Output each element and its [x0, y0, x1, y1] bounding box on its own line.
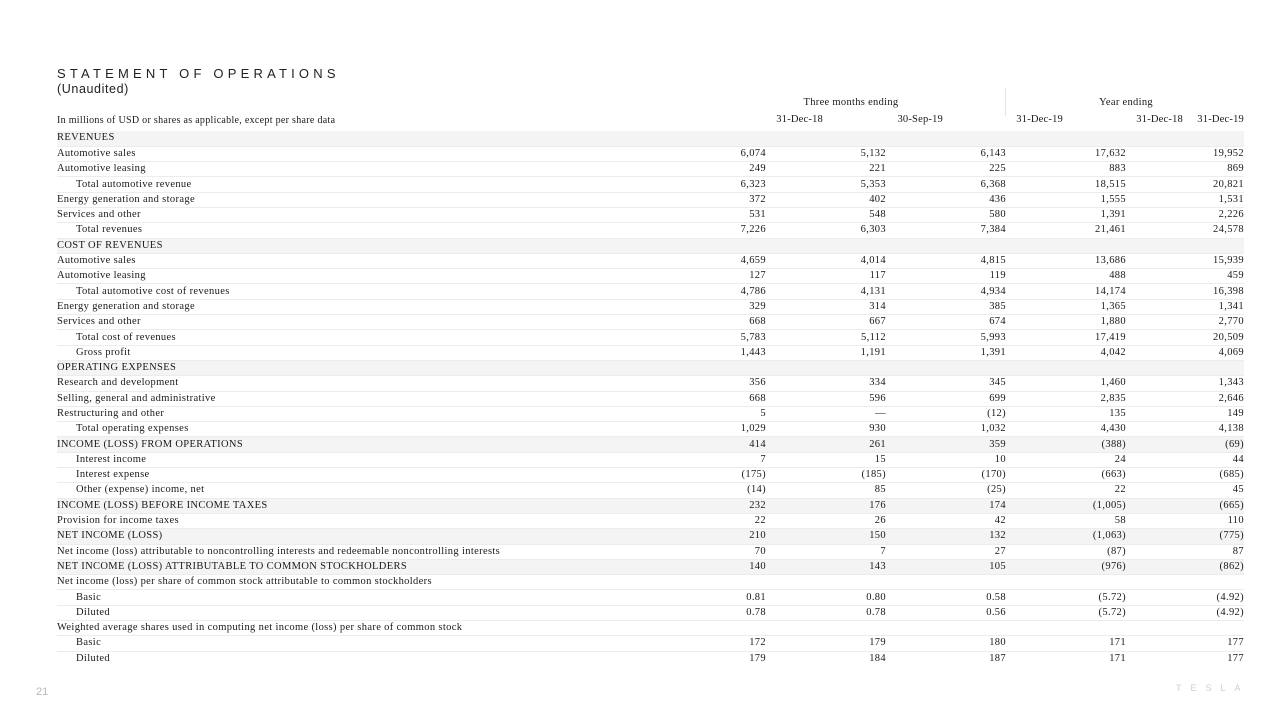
row-label: Total automotive revenue: [57, 177, 641, 192]
cell-value: 105: [886, 559, 1006, 574]
cell-value: 17,419: [1006, 330, 1126, 345]
cell-value: 667: [766, 315, 886, 330]
row-label: NET INCOME (LOSS): [57, 529, 641, 544]
page-number: 21: [36, 686, 49, 698]
cell-value: 6,323: [641, 177, 766, 192]
cell-value: 132: [886, 529, 1006, 544]
cell-value: (663): [1006, 468, 1126, 483]
row-label: Services and other: [57, 315, 641, 330]
section-row: [57, 360, 1244, 375]
cell-value: 149: [1126, 406, 1244, 421]
column-header: 31-Dec-18: [776, 114, 823, 125]
cell-value: 2,770: [1126, 315, 1244, 330]
cell-value: 1,391: [1006, 207, 1126, 222]
cell-value: 668: [641, 391, 766, 406]
row-label: Restructuring and other: [57, 406, 641, 421]
cell-value: 883: [1006, 162, 1126, 177]
cell-value: 44: [1126, 452, 1244, 467]
cell-value: 7: [766, 544, 886, 559]
column-header: 31-Dec-19: [1016, 114, 1063, 125]
cell-value: [766, 360, 886, 375]
cell-value: (4.92): [1126, 605, 1244, 620]
row-label: Selling, general and administrative: [57, 391, 641, 406]
cell-value: 171: [1109, 652, 1126, 664]
cell-value: 414: [641, 437, 766, 452]
cell-value: 42: [886, 513, 1006, 528]
table-row: [57, 345, 1244, 360]
cell-value: [886, 131, 1006, 146]
cell-value: 171: [1006, 636, 1126, 651]
cell-value: [1006, 360, 1126, 375]
page-title: STATEMENT OF OPERATIONS: [57, 66, 340, 81]
cell-value: [641, 575, 766, 590]
cell-value: 27: [886, 544, 1006, 559]
section-row: [57, 498, 1244, 513]
cell-value: 179: [749, 652, 766, 664]
cell-value: (685): [1126, 468, 1244, 483]
cell-value: 2,835: [1006, 391, 1126, 406]
cell-value: 1,391: [886, 345, 1006, 360]
cell-value: 70: [641, 544, 766, 559]
table-row: [57, 330, 1244, 345]
table-row: [57, 452, 1244, 467]
year-ending-header: Year ending: [1099, 97, 1153, 108]
cell-value: 45: [1126, 483, 1244, 498]
row-label: INCOME (LOSS) FROM OPERATIONS: [57, 437, 641, 452]
cell-value: 225: [886, 162, 1006, 177]
table-row: [57, 315, 1244, 330]
cell-value: 58: [1006, 513, 1126, 528]
row-label: Services and other: [57, 207, 641, 222]
cell-value: (976): [1006, 559, 1126, 574]
cell-value: (170): [886, 468, 1006, 483]
row-label: Total automotive cost of revenues: [57, 284, 641, 299]
cell-value: [641, 621, 766, 636]
cell-value: 174: [886, 498, 1006, 513]
cell-value: 1,555: [1006, 192, 1126, 207]
cell-value: (12): [886, 406, 1006, 421]
cell-value: 5,993: [886, 330, 1006, 345]
row-label: Gross profit: [57, 345, 641, 360]
cell-value: (862): [1126, 559, 1244, 574]
table-row: [57, 513, 1244, 528]
cell-value: 1,032: [886, 422, 1006, 437]
row-label: Automotive sales: [57, 146, 641, 161]
statement-table: [57, 131, 1244, 666]
column-header: 31-Dec-18: [1136, 114, 1183, 125]
cell-value: (775): [1126, 529, 1244, 544]
row-label: NET INCOME (LOSS) ATTRIBUTABLE TO COMMON STOCKHOLDERS: [57, 559, 641, 574]
cell-value: 531: [641, 207, 766, 222]
table-row: [57, 299, 1244, 314]
cell-value: 356: [641, 376, 766, 391]
cell-value: 110: [1126, 513, 1244, 528]
cell-value: 1,460: [1006, 376, 1126, 391]
cell-value: 869: [1126, 162, 1244, 177]
cell-value: 4,131: [766, 284, 886, 299]
cell-value: 210: [641, 529, 766, 544]
cell-value: [886, 360, 1006, 375]
cell-value: 7,384: [886, 223, 1006, 238]
cell-value: (1,063): [1006, 529, 1126, 544]
cell-value: [1006, 131, 1126, 146]
cell-value: 26: [766, 513, 886, 528]
cell-value: 5,112: [766, 330, 886, 345]
cell-value: 596: [766, 391, 886, 406]
row-label: Provision for income taxes: [57, 513, 641, 528]
table-row: [57, 207, 1244, 222]
cell-value: 87: [1126, 544, 1244, 559]
cell-value: [1126, 575, 1244, 590]
cell-value: (14): [641, 483, 766, 498]
cell-value: 4,659: [641, 253, 766, 268]
row-label: Automotive leasing: [57, 162, 641, 177]
cell-value: 15,939: [1126, 253, 1244, 268]
cell-value: 24,578: [1126, 223, 1244, 238]
table-row: [57, 376, 1244, 391]
cell-value: 24: [1006, 452, 1126, 467]
cell-value: 180: [886, 636, 1006, 651]
cell-value: 2,646: [1126, 391, 1244, 406]
column-header: 30-Sep-19: [897, 114, 943, 125]
row-label: Interest income: [57, 452, 641, 467]
cell-value: [766, 575, 886, 590]
cell-value: 5,353: [766, 177, 886, 192]
cell-value: 4,786: [641, 284, 766, 299]
cell-value: 1,029: [641, 422, 766, 437]
cell-value: 179: [766, 636, 886, 651]
table-row: [57, 177, 1244, 192]
cell-value: (1,005): [1006, 498, 1126, 513]
cell-value: (665): [1126, 498, 1244, 513]
cell-value: 0.58: [886, 590, 1006, 605]
row-label: Net income (loss) per share of common stock attributable to common stockholders: [57, 575, 641, 590]
cell-value: 2,226: [1126, 207, 1244, 222]
row-label: Total cost of revenues: [57, 330, 641, 345]
cell-value: 385: [886, 299, 1006, 314]
cell-value: [886, 238, 1006, 253]
cell-value: 6,074: [641, 146, 766, 161]
row-label: Diluted: [76, 652, 110, 664]
cell-value: 5,132: [766, 146, 886, 161]
cell-value: 15: [766, 452, 886, 467]
cell-value: [1126, 131, 1244, 146]
cell-value: (69): [1126, 437, 1244, 452]
cell-value: 314: [766, 299, 886, 314]
table-row: [57, 468, 1244, 483]
cell-value: 0.78: [766, 605, 886, 620]
row-label: Research and development: [57, 376, 641, 391]
table-row: [57, 223, 1244, 238]
row-label: Basic: [57, 636, 641, 651]
cell-value: 150: [766, 529, 886, 544]
cell-value: 1,443: [641, 345, 766, 360]
section-row: [57, 238, 1244, 253]
cell-value: 5: [641, 406, 766, 421]
cell-value: (5.72): [1006, 590, 1126, 605]
cell-value: 85: [766, 483, 886, 498]
page-subtitle: (Unaudited): [57, 82, 129, 96]
cell-value: 488: [1006, 269, 1126, 284]
cell-value: 699: [886, 391, 1006, 406]
table-row: [57, 406, 1244, 421]
row-label: Net income (loss) attributable to noncontrolling interests and redeemable noncontrolling interests: [57, 544, 641, 559]
cell-value: [641, 238, 766, 253]
cell-value: [1126, 621, 1244, 636]
table-row: [57, 284, 1244, 299]
row-label: REVENUES: [57, 131, 641, 146]
cell-value: 4,069: [1126, 345, 1244, 360]
cell-value: 21,461: [1006, 223, 1126, 238]
row-label: Total operating expenses: [57, 422, 641, 437]
cell-value: 334: [766, 376, 886, 391]
tesla-logo: TESLA: [1176, 683, 1250, 693]
row-label: Diluted: [57, 605, 641, 620]
cell-value: 436: [886, 192, 1006, 207]
cell-value: (175): [641, 468, 766, 483]
cell-value: 119: [886, 269, 1006, 284]
cell-value: 4,042: [1006, 345, 1126, 360]
cell-value: 5,783: [641, 330, 766, 345]
cell-value: [1006, 621, 1126, 636]
cell-value: 221: [766, 162, 886, 177]
cell-value: 4,934: [886, 284, 1006, 299]
row-label: Weighted average shares used in computing net income (loss) per share of common stock: [57, 621, 641, 636]
cell-value: [1126, 360, 1244, 375]
table-row: [57, 253, 1244, 268]
cell-value: 0.80: [766, 590, 886, 605]
cell-value: 187: [989, 652, 1006, 664]
cell-value: [1006, 238, 1126, 253]
row-label: Basic: [57, 590, 641, 605]
row-label: Interest expense: [57, 468, 641, 483]
cell-value: 17,632: [1006, 146, 1126, 161]
cell-value: (185): [766, 468, 886, 483]
cell-value: [766, 621, 886, 636]
cell-value: 372: [641, 192, 766, 207]
cell-value: 4,815: [886, 253, 1006, 268]
cell-value: 1,880: [1006, 315, 1126, 330]
row-label: Energy generation and storage: [57, 192, 641, 207]
cell-value: 6,368: [886, 177, 1006, 192]
cell-value: 668: [641, 315, 766, 330]
cell-value: 176: [766, 498, 886, 513]
cell-value: 674: [886, 315, 1006, 330]
cell-value: 6,303: [766, 223, 886, 238]
cell-value: 14,174: [1006, 284, 1126, 299]
section-row: [57, 559, 1244, 574]
cell-value: 177: [1126, 636, 1244, 651]
cell-value: 135: [1006, 406, 1126, 421]
table-row: [57, 192, 1244, 207]
section-row: [57, 529, 1244, 544]
cell-value: 16,398: [1126, 284, 1244, 299]
cell-value: [641, 360, 766, 375]
section-row: [57, 131, 1244, 146]
cell-value: 0.78: [641, 605, 766, 620]
cell-value: [1006, 575, 1126, 590]
cell-value: 1,191: [766, 345, 886, 360]
table-row: [57, 544, 1244, 559]
cell-value: 459: [1126, 269, 1244, 284]
cell-value: (4.92): [1126, 590, 1244, 605]
cell-value: 232: [641, 498, 766, 513]
cell-value: 4,138: [1126, 422, 1244, 437]
cell-value: 0.81: [641, 590, 766, 605]
cell-value: [766, 238, 886, 253]
table-row: [57, 651, 1244, 666]
cell-value: —: [766, 406, 886, 421]
cell-value: 143: [766, 559, 886, 574]
table-row: [57, 575, 1244, 590]
cell-value: 1,341: [1126, 299, 1244, 314]
cell-value: [886, 621, 1006, 636]
cell-value: 127: [641, 269, 766, 284]
row-label: Total revenues: [57, 223, 641, 238]
cell-value: 1,531: [1126, 192, 1244, 207]
cell-value: 20,509: [1126, 330, 1244, 345]
cell-value: 930: [766, 422, 886, 437]
cell-value: 22: [641, 513, 766, 528]
column-header-row: [57, 114, 1244, 130]
row-label: Automotive sales: [57, 253, 641, 268]
cell-value: 4,430: [1006, 422, 1126, 437]
cell-value: 184: [869, 652, 886, 664]
table-row: [57, 422, 1244, 437]
table-row: [57, 269, 1244, 284]
cell-value: 140: [641, 559, 766, 574]
cell-value: 7,226: [641, 223, 766, 238]
cell-value: 580: [886, 207, 1006, 222]
cell-value: 4,014: [766, 253, 886, 268]
table-row: [57, 483, 1244, 498]
group-divider: [1005, 88, 1006, 116]
table-row: [57, 590, 1244, 605]
cell-value: (25): [886, 483, 1006, 498]
cell-value: (5.72): [1006, 605, 1126, 620]
three-months-header: Three months ending: [803, 97, 899, 108]
cell-value: [766, 131, 886, 146]
row-label: Automotive leasing: [57, 269, 641, 284]
cell-value: 6,143: [886, 146, 1006, 161]
cell-value: 19,952: [1126, 146, 1244, 161]
cell-value: 117: [766, 269, 886, 284]
cell-value: 172: [641, 636, 766, 651]
cell-value: 402: [766, 192, 886, 207]
cell-value: 0.56: [886, 605, 1006, 620]
table-row: [57, 146, 1244, 161]
cell-value: 10: [886, 452, 1006, 467]
column-header: 31-Dec-19: [1197, 114, 1244, 125]
cell-value: [641, 131, 766, 146]
cell-value: (388): [1006, 437, 1126, 452]
row-label: Other (expense) income, net: [57, 483, 641, 498]
cell-value: 7: [641, 452, 766, 467]
units-label: In millions of USD or shares as applicable, except per share data: [57, 115, 336, 126]
cell-value: 261: [766, 437, 886, 452]
cell-value: 22: [1006, 483, 1126, 498]
table-row: [57, 605, 1244, 620]
row-label: Energy generation and storage: [57, 299, 641, 314]
table-row: [57, 162, 1244, 177]
cell-value: [886, 575, 1006, 590]
section-row: [57, 437, 1244, 452]
cell-value: [1126, 238, 1244, 253]
cell-value: 13,686: [1006, 253, 1126, 268]
cell-value: 359: [886, 437, 1006, 452]
row-label: COST OF REVENUES: [57, 238, 641, 253]
cell-value: 329: [641, 299, 766, 314]
cell-value: 1,343: [1126, 376, 1244, 391]
row-label: OPERATING EXPENSES: [57, 360, 641, 375]
table-row: [57, 621, 1244, 636]
cell-value: 249: [641, 162, 766, 177]
cell-value: 1,365: [1006, 299, 1126, 314]
table-row: [57, 391, 1244, 406]
cell-value: (87): [1006, 544, 1126, 559]
table-row: [57, 636, 1244, 651]
cell-value: 548: [766, 207, 886, 222]
cell-value: 345: [886, 376, 1006, 391]
row-label: INCOME (LOSS) BEFORE INCOME TAXES: [57, 498, 641, 513]
cell-value: 20,821: [1126, 177, 1244, 192]
cell-value: 177: [1227, 652, 1244, 664]
cell-value: 18,515: [1006, 177, 1126, 192]
